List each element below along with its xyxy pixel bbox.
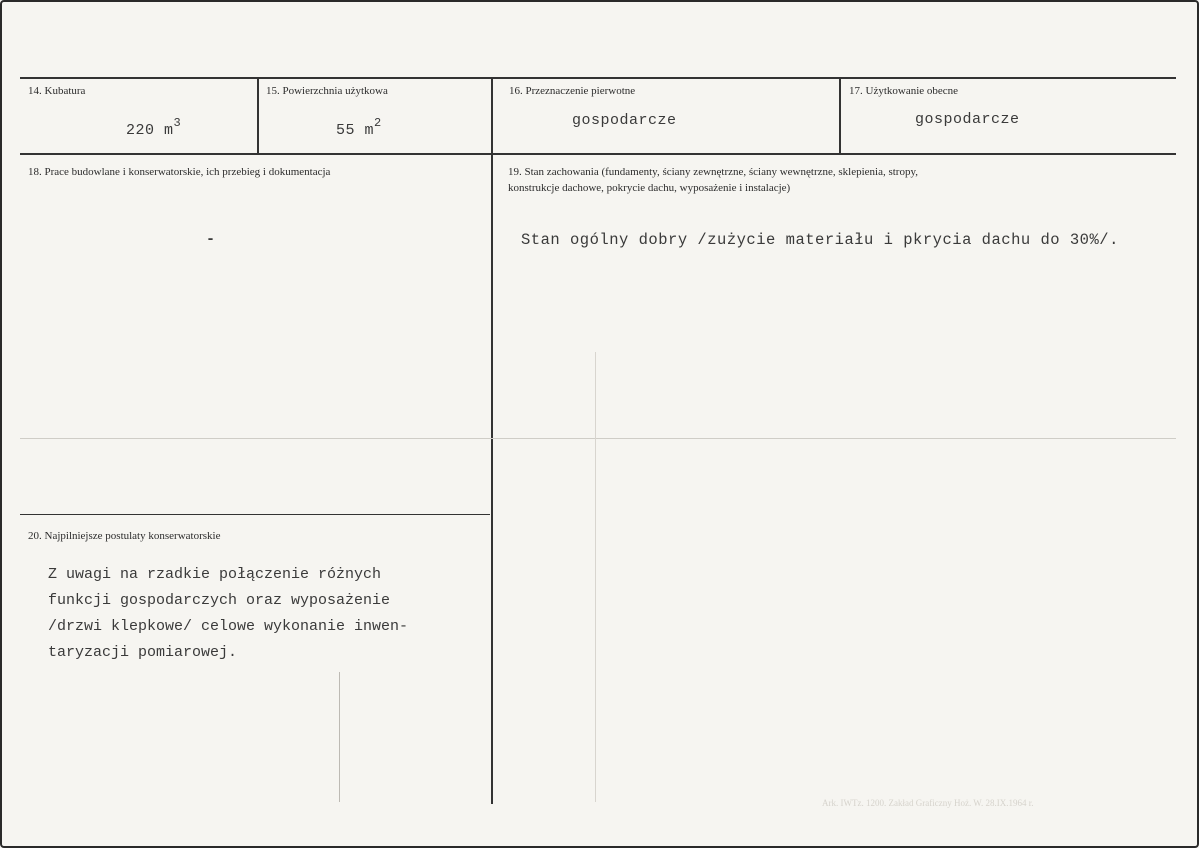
field-17-label: 17. Użytkowanie obecne [849,85,959,97]
field-18-label: 18. Prace budowlane i konserwatorskie, ich przebieg i dokumentacja [28,166,331,178]
field-19-label-line1: 19. Stan zachowania (fundamenty, ściany zewnętrzne, ściany wewnętrzne, sklepienia, stropy, [508,166,919,178]
field-20-line-3: /drzwi klepkowe/ celowe wykonanie inwen- [48,618,409,635]
field-20-line-1: Z uwagi na rzadkie połączenie różnych [48,566,382,583]
field-15-unit-exponent: 2 [374,116,382,130]
field-15-value [336,116,382,139]
field-20-label: 20. Najpilniejsze postulaty konserwatorskie [28,530,221,542]
field-15-number: 55 m [336,122,375,139]
field-19-value: Stan ogólny dobry /zużycie materiału i pkrycia dachu do 30%/. [521,231,1119,249]
field-14-label: 14. Kubatura [28,85,86,97]
faint-vertical-2 [595,352,596,802]
field-19-label-line2: konstrukcje dachowe, pokrycie dachu, wyposażenie i instalacje) [508,182,791,194]
field-16-label: 16. Przeznaczenie pierwotne [509,85,636,97]
field-17-value: gospodarcze [915,111,1020,128]
row-top-border [20,77,1176,79]
row-divider-1 [20,153,1176,155]
field-14-number: 220 m [126,122,174,139]
field-15-label: 15. Powierzchnia użytkowa [266,85,388,97]
field-18-value: - [206,231,216,248]
field-20-line-2: funkcji gospodarczych oraz wyposażenie [48,592,391,609]
col-divider-14-15 [257,77,259,154]
field-20-line-4: taryzacji pomiarowej. [48,644,238,661]
col-divider-16-17 [839,77,841,154]
footer-print-note: Ark. IWTz. 1200. Zakład Graficzny Hoż. W. 28.IX.1964 r. [822,798,1034,808]
faint-line [20,438,1176,439]
field-14-value [126,116,181,139]
col-divider-main [491,77,493,804]
faint-vertical [339,672,340,802]
field-16-value: gospodarcze [572,112,677,129]
field-14-unit-exponent: 3 [173,116,182,130]
row-divider-2 [20,514,490,515]
